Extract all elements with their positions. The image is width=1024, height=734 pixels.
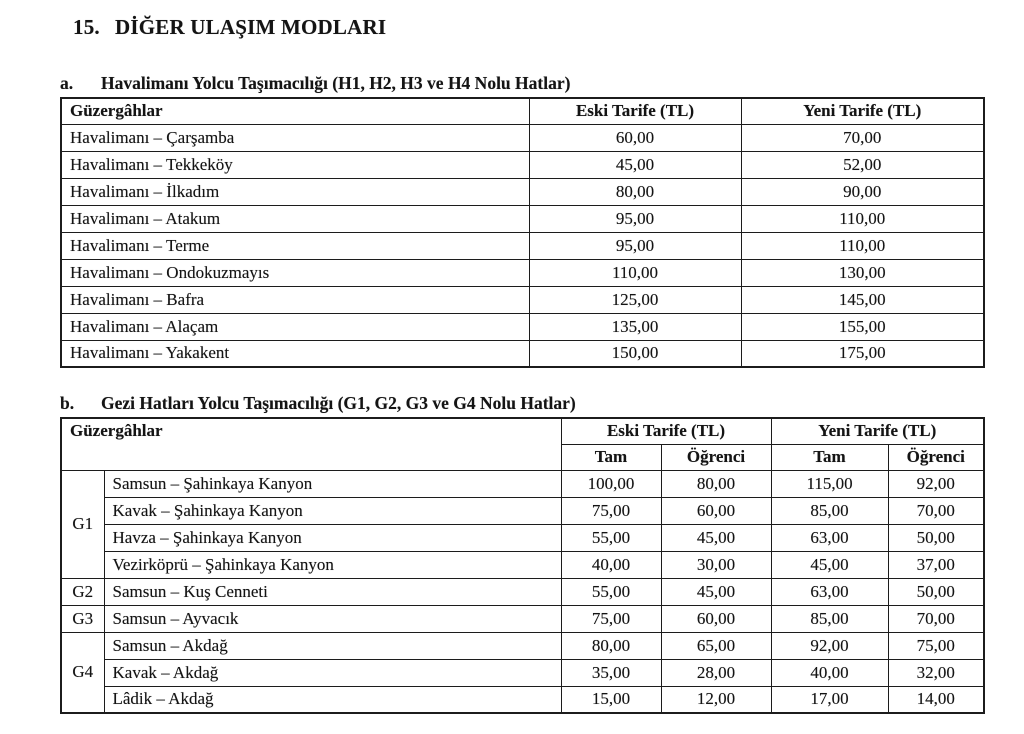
new-student-fare-cell: 50,00 [888, 524, 984, 551]
old-full-fare-cell: 75,00 [561, 497, 661, 524]
route-cell: Lâdik – Akdağ [104, 686, 561, 713]
airport-fare-row [61, 259, 984, 286]
new-fare-cell: 175,00 [741, 340, 984, 367]
line-code-cell: G2 [61, 578, 104, 605]
old-student-fare-cell: 60,00 [661, 497, 771, 524]
new-student-fare-cell: 14,00 [888, 686, 984, 713]
column-header-old-student: Öğrenci [661, 444, 771, 470]
new-full-fare-cell: 85,00 [771, 497, 888, 524]
route-cell: Kavak – Akdağ [104, 659, 561, 686]
section-a-heading [60, 73, 985, 94]
route-cell: Samsun – Şahinkaya Kanyon [104, 470, 561, 497]
route-cell: Kavak – Şahinkaya Kanyon [104, 497, 561, 524]
old-student-fare-cell: 12,00 [661, 686, 771, 713]
airport-fare-row [61, 178, 984, 205]
old-student-fare-cell: 28,00 [661, 659, 771, 686]
old-fare-cell: 125,00 [529, 286, 741, 313]
airport-fare-row [61, 313, 984, 340]
page-title [73, 14, 985, 40]
new-fare-cell: 155,00 [741, 313, 984, 340]
tour-table-header-row-1 [61, 418, 984, 444]
new-full-fare-cell: 115,00 [771, 470, 888, 497]
new-full-fare-cell: 85,00 [771, 605, 888, 632]
tour-fare-row [61, 659, 984, 686]
old-student-fare-cell: 45,00 [661, 578, 771, 605]
old-full-fare-cell: 80,00 [561, 632, 661, 659]
column-group-old-fare: Eski Tarife (TL) [561, 418, 771, 444]
airport-fare-row [61, 124, 984, 151]
page-title-number: 15. [73, 15, 100, 39]
column-header-old-fare: Eski Tarife (TL) [529, 98, 741, 124]
section-b-heading-text: Gezi Hatları Yolcu Taşımacılığı (G1, G2, G3 ve G4 Nolu Hatlar) [101, 393, 576, 413]
section-b-letter: b. [60, 393, 75, 413]
new-student-fare-cell: 32,00 [888, 659, 984, 686]
page-title-text: DİĞER ULAŞIM MODLARI [115, 15, 387, 39]
column-header-routes: Güzergâhlar [61, 98, 529, 124]
airport-fare-row [61, 151, 984, 178]
line-code-cell: G4 [61, 632, 104, 713]
old-fare-cell: 80,00 [529, 178, 741, 205]
airport-fare-row [61, 205, 984, 232]
old-fare-cell: 150,00 [529, 340, 741, 367]
tour-fare-row [61, 497, 984, 524]
tour-fare-row [61, 578, 984, 605]
route-cell: Havalimanı – Tekkeköy [61, 151, 529, 178]
old-fare-cell: 95,00 [529, 205, 741, 232]
old-student-fare-cell: 65,00 [661, 632, 771, 659]
old-student-fare-cell: 80,00 [661, 470, 771, 497]
old-full-fare-cell: 55,00 [561, 578, 661, 605]
airport-fare-row [61, 286, 984, 313]
route-cell: Havalimanı – Terme [61, 232, 529, 259]
route-cell: Vezirköprü – Şahinkaya Kanyon [104, 551, 561, 578]
airport-fare-row [61, 340, 984, 367]
old-full-fare-cell: 100,00 [561, 470, 661, 497]
column-group-new-fare: Yeni Tarife (TL) [771, 418, 984, 444]
section-b-heading [60, 393, 985, 414]
old-full-fare-cell: 15,00 [561, 686, 661, 713]
new-student-fare-cell: 70,00 [888, 605, 984, 632]
old-fare-cell: 60,00 [529, 124, 741, 151]
new-student-fare-cell: 70,00 [888, 497, 984, 524]
route-cell: Samsun – Kuş Cenneti [104, 578, 561, 605]
new-full-fare-cell: 92,00 [771, 632, 888, 659]
old-full-fare-cell: 75,00 [561, 605, 661, 632]
line-code-cell: G1 [61, 470, 104, 578]
old-student-fare-cell: 30,00 [661, 551, 771, 578]
route-cell: Havalimanı – Yakakent [61, 340, 529, 367]
old-fare-cell: 45,00 [529, 151, 741, 178]
new-student-fare-cell: 92,00 [888, 470, 984, 497]
old-full-fare-cell: 55,00 [561, 524, 661, 551]
route-cell: Havalimanı – İlkadım [61, 178, 529, 205]
route-cell: Samsun – Ayvacık [104, 605, 561, 632]
new-fare-cell: 145,00 [741, 286, 984, 313]
column-header-routes: Güzergâhlar [61, 418, 561, 470]
section-a-letter: a. [60, 73, 74, 93]
new-fare-cell: 130,00 [741, 259, 984, 286]
new-full-fare-cell: 63,00 [771, 578, 888, 605]
column-header-new-student: Öğrenci [888, 444, 984, 470]
old-fare-cell: 135,00 [529, 313, 741, 340]
new-fare-cell: 110,00 [741, 232, 984, 259]
new-full-fare-cell: 45,00 [771, 551, 888, 578]
route-cell: Havza – Şahinkaya Kanyon [104, 524, 561, 551]
column-header-new-full: Tam [771, 444, 888, 470]
airport-fares-table [60, 97, 985, 368]
route-cell: Havalimanı – Alaçam [61, 313, 529, 340]
tour-lines-fares-table [60, 417, 985, 714]
route-cell: Samsun – Akdağ [104, 632, 561, 659]
new-full-fare-cell: 17,00 [771, 686, 888, 713]
old-full-fare-cell: 40,00 [561, 551, 661, 578]
route-cell: Havalimanı – Atakum [61, 205, 529, 232]
route-cell: Havalimanı – Ondokuzmayıs [61, 259, 529, 286]
new-fare-cell: 90,00 [741, 178, 984, 205]
new-fare-cell: 110,00 [741, 205, 984, 232]
section-a-heading-text: Havalimanı Yolcu Taşımacılığı (H1, H2, H3 ve H4 Nolu Hatlar) [101, 73, 571, 93]
old-student-fare-cell: 45,00 [661, 524, 771, 551]
new-student-fare-cell: 75,00 [888, 632, 984, 659]
column-header-old-full: Tam [561, 444, 661, 470]
old-fare-cell: 95,00 [529, 232, 741, 259]
tour-fare-row [61, 632, 984, 659]
tour-fare-row [61, 686, 984, 713]
column-header-new-fare: Yeni Tarife (TL) [741, 98, 984, 124]
route-cell: Havalimanı – Bafra [61, 286, 529, 313]
new-full-fare-cell: 63,00 [771, 524, 888, 551]
new-student-fare-cell: 50,00 [888, 578, 984, 605]
new-student-fare-cell: 37,00 [888, 551, 984, 578]
new-fare-cell: 52,00 [741, 151, 984, 178]
route-cell: Havalimanı – Çarşamba [61, 124, 529, 151]
tour-fare-row [61, 524, 984, 551]
old-student-fare-cell: 60,00 [661, 605, 771, 632]
airport-table-header-row [61, 98, 984, 124]
line-code-cell: G3 [61, 605, 104, 632]
old-full-fare-cell: 35,00 [561, 659, 661, 686]
new-full-fare-cell: 40,00 [771, 659, 888, 686]
tour-fare-row [61, 605, 984, 632]
tour-fare-row [61, 470, 984, 497]
tour-fare-row [61, 551, 984, 578]
old-fare-cell: 110,00 [529, 259, 741, 286]
new-fare-cell: 70,00 [741, 124, 984, 151]
airport-fare-row [61, 232, 984, 259]
